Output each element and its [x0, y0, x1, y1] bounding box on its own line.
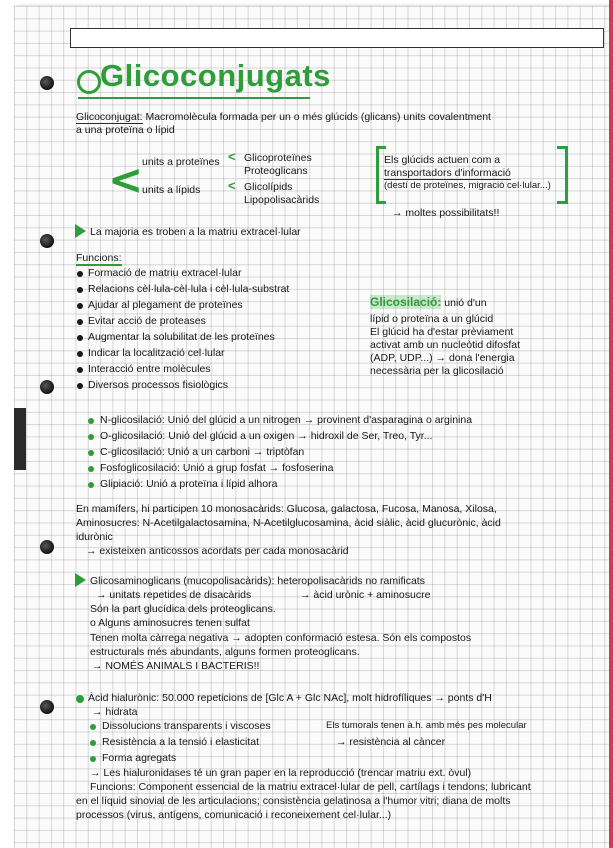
hyaluronic-line6: Funcions: Component essencial de la matriu extracel·lular de pell, cartílags i tendons; lubricant: [90, 781, 531, 793]
binder-hole: [40, 76, 54, 90]
function-item: Ajudar al plegament de proteïnes: [88, 299, 243, 311]
binder-hole: [40, 540, 54, 554]
bullet-icon: [77, 287, 83, 293]
glycosylation-definition: [370, 296, 487, 309]
page-edge: [609, 0, 613, 848]
hyaluronic-line8: processos (virus, antígens, comunicació i reconeixement cel·lular...): [76, 809, 392, 821]
info-line1: Els glúcids actuen com a: [384, 154, 501, 166]
bullet-icon: [77, 303, 83, 309]
gag-line3: Són la part glucídica dels proteoglicans.: [90, 603, 276, 615]
chevron-left-icon: <: [228, 149, 236, 164]
glyco-type: Fosfoglicosilació: Unió a grup fosfat → fosfoserina: [100, 462, 334, 474]
bullet-icon: [77, 335, 83, 341]
bullet-icon: [88, 418, 94, 424]
binder-hole: [40, 234, 54, 248]
bullet-icon: [90, 724, 96, 730]
gag-title: Glicosaminoglicans (mucopolisacàrids): heteropolisacàrids no ramificats: [90, 575, 425, 587]
glicolipids-label: Glicolípids: [244, 181, 293, 193]
bullet-icon: [90, 740, 96, 746]
glyco-type: Glipiació: Unió a proteïna i lípid alhora: [100, 478, 278, 490]
binder-hole: [40, 700, 54, 714]
glicoproteines-label: Glicoproteïnes: [244, 152, 312, 164]
definition: [76, 111, 491, 123]
glycosylation-line4: activat amb un nucleòtid difosfat: [370, 339, 521, 351]
glyco-type: C-glicosilació: Unió a un carboni → triptòfan: [100, 446, 305, 458]
lipopolisacarids-label: Lipopolisacàrids: [244, 194, 320, 206]
glyco-type: N-glicosilació: Unió del glúcid a un nitrogen → provinent d'asparagina o arginina: [100, 414, 473, 426]
function-item: Evitar acció de proteases: [88, 315, 206, 327]
gag-line6: estructurals més abundants, alguns formen proteoglicans.: [90, 646, 360, 658]
proteins-label: units a proteïnes: [142, 156, 220, 168]
bullet-icon: [77, 383, 83, 389]
gag-line4: o Alguns aminosucres tenen sulfat: [90, 617, 250, 629]
glycosylation-term: Glicosilació:: [370, 295, 442, 309]
arrow-right-icon: [75, 224, 86, 238]
function-item: Augmentar la solubilitat de les proteïnes: [88, 331, 275, 343]
bracket-left-top: [376, 146, 386, 149]
lipids-label: units a lípids: [142, 184, 201, 196]
mammals-line2: Aminosucres: N-Acetilgalactosamina, N-Acetilglucosamina, àcid siàlic, àcid glucurònic, àcid: [76, 517, 501, 529]
hyaluronic-line7: en el líquid sinovial de les articulacions; consistència gelatinosa a l'humor vitri; diana de molts: [76, 795, 511, 807]
gag-line5: Tenen molta càrrega negativa → adopten conformació estesa. Són els compostos: [90, 632, 472, 644]
bracket-left: [376, 146, 379, 204]
chevron-left-icon: <: [108, 155, 144, 204]
majority-note: La majoria es troben a la matriu extracel·lular: [90, 226, 301, 238]
chevron-left-icon: <: [228, 178, 236, 193]
hyaluronic-right1: Els tumorals tenen à.h. amb més pes molecular: [326, 720, 527, 731]
function-item: Interacció entre molècules: [88, 363, 211, 375]
bullet-icon: [77, 367, 83, 373]
glycosylation-line6: necessària per la glicosilació: [370, 365, 504, 377]
glycosylation-line3: El glúcid ha d'estar prèviament: [370, 326, 514, 338]
hyaluronic-item: Forma agregats: [102, 752, 177, 764]
hyaluronic-line5: → Les hialuronidases té un gran paper en la reproducció (trencar matriu ext. òvul): [90, 767, 472, 779]
header-box: [70, 28, 604, 48]
bullet-icon: [77, 319, 83, 325]
mammals-line1: En mamífers, hi participen 10 monosacàrids: Glucosa, galactosa, Fucosa, Manosa, Xilosa,: [76, 503, 497, 515]
functions-heading: Funcions:: [76, 252, 122, 264]
gag-line2b: → àcid urònic + aminosucre: [300, 589, 431, 601]
glyco-type: O-glicosilació: Unió del glúcid a un oxigen → hidroxil de Ser, Treo, Tyr...: [100, 430, 433, 442]
function-item: Formació de matriu extracel·lular: [88, 267, 242, 279]
bullet-icon: [88, 434, 94, 440]
hyaluronic-line1b: → hidrata: [92, 706, 138, 718]
hyaluronic-line1: Àcid hialurònic: 50.000 repeticions de [Glc A + Glc NAc], molt hidrofíliques → ponts d'H: [88, 692, 492, 704]
hyaluronic-item: Dissolucions transparents i viscoses: [102, 720, 271, 732]
definition-line1: Macromolècula formada per un o més glúcids (glicans) units covalentment: [145, 111, 491, 123]
info-line2: transportadors d'informació: [384, 167, 511, 179]
bullet-icon: [77, 271, 83, 277]
definition-line2: a una proteïna o lípid: [76, 124, 175, 136]
hyaluronic-item: Resistència a la tensió i elasticitat: [102, 736, 259, 748]
function-item: Diversos processos fisiològics: [88, 379, 229, 391]
function-item: Indicar la localització cel·lular: [88, 347, 225, 359]
info-line4: → moltes possibilitats!!: [392, 207, 500, 219]
mammals-line3: idurònic: [76, 531, 113, 543]
definition-term: Glicoconjugat:: [76, 111, 143, 123]
function-item: Relacions cèl·lula-cèl·lula i cèl·lula-substrat: [88, 283, 290, 295]
arrow-right-icon: [75, 573, 86, 587]
title-underline: [78, 97, 310, 99]
bullet-icon: [90, 756, 96, 762]
notebook-brand-tag: [14, 408, 26, 470]
hyaluronic-right2: → resistència al càncer: [336, 736, 446, 748]
bullet-icon: [88, 482, 94, 488]
binder-hole: [40, 380, 54, 394]
bullet-icon: [88, 466, 94, 472]
gag-line7: → NOMÉS ANIMALS I BACTERIS!!: [92, 660, 260, 672]
page-title: Glicoconjugats: [100, 58, 331, 93]
bullet-icon: [88, 450, 94, 456]
glycosylation-line2: lípid o proteïna a un glúcid: [370, 313, 494, 325]
bracket-right-bottom: [557, 201, 567, 204]
glycosylation-line1: unió d'un: [444, 297, 487, 309]
bracket-right: [565, 146, 568, 204]
mammals-line4: → existeixen anticossos acordats per cada monosacàrid: [86, 545, 349, 557]
info-line3: (destí de proteïnes, migració cel·lular...): [384, 180, 551, 191]
bullet-icon: [76, 695, 84, 703]
bracket-left-bottom: [376, 201, 386, 204]
gag-line2: → unitats repetides de disacàrids: [96, 589, 252, 601]
bracket-right-top: [557, 146, 567, 149]
bullet-icon: [77, 351, 83, 357]
title-bullet-icon: [77, 70, 101, 94]
proteoglicans-label: Proteoglicans: [244, 165, 308, 177]
glycosylation-line5: (ADP, UDP...) → dona l'energia: [370, 352, 515, 364]
